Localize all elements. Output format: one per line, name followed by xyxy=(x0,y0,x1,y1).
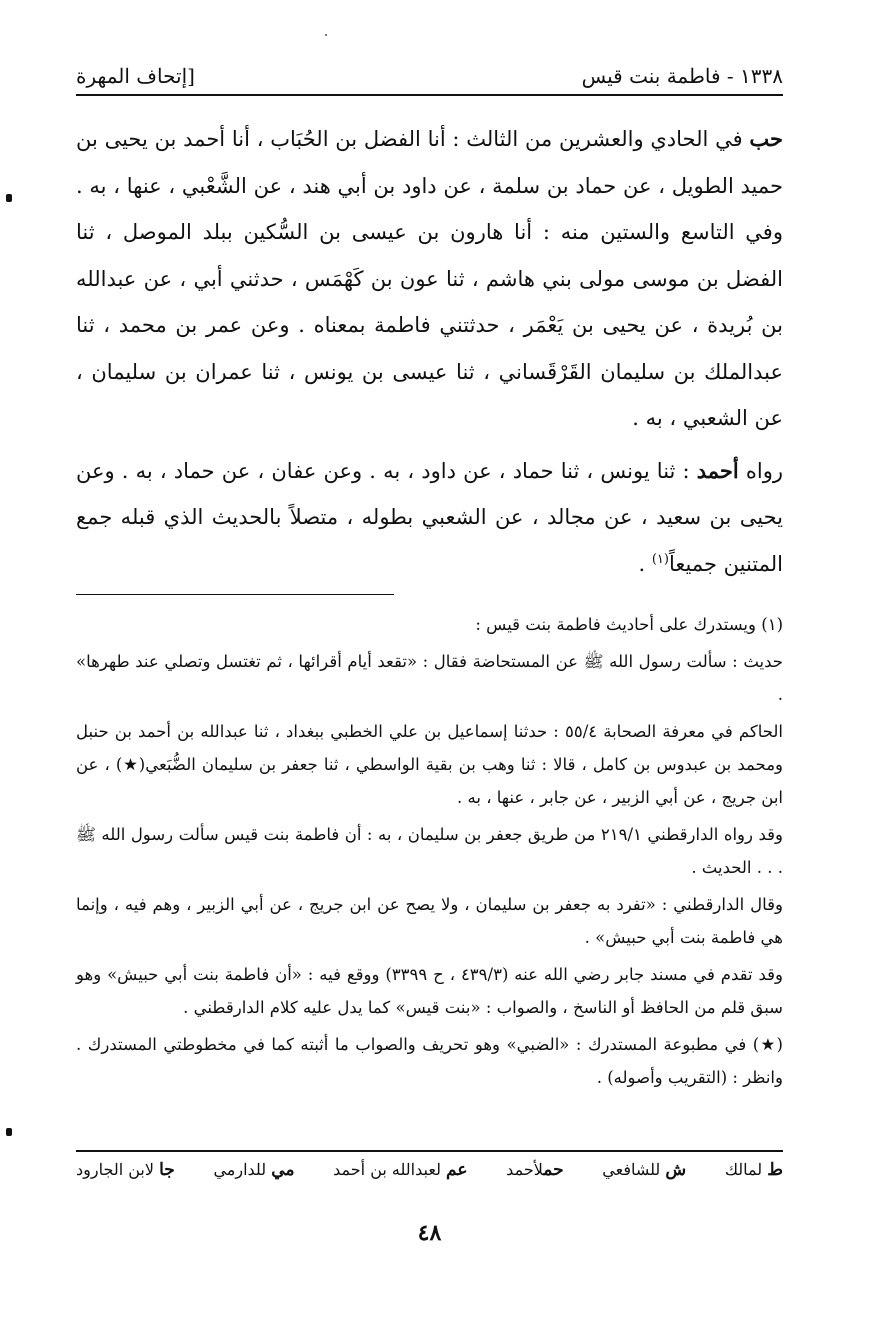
abbr-label: لمالك xyxy=(724,1160,763,1179)
footnote-separator xyxy=(76,594,394,595)
source-code-hb: حب xyxy=(749,126,783,151)
source-name-ahmad: أحمد xyxy=(696,457,739,483)
footnote-star: (★) في مطبوعة المستدرك : «الضبي» وهو تحريف والصواب ما أثبته كما في مخطوطتي المستدرك . وانظر : (التقريب وأصوله) . xyxy=(76,1035,783,1087)
footnote-daraqutni-2: وقال الدارقطني : «تفرد به جعفر بن سليمان ، ولا يصح عن ابن جريج ، عن أبي الزبير ، وهم فيه ، وإنما هي فاطمة بنت أبي حبيش» . xyxy=(76,895,783,947)
margin-mark-top xyxy=(6,194,12,202)
header-chapter-title: ١٣٣٨ - فاطمة بنت قيس xyxy=(581,64,783,88)
paragraph-1-text: في الحادي والعشرين من الثالث : أنا الفضل بن الحُبَاب ، أنا أحمد بن يحيى بن حميد الطويل ، عن حماد بن سلمة ، عن داود بن أبي هند ، عن الشَّعْبي ، عنها ، به . وفي التاسع والستين منه : أنا هارون بن عيسى بن السُّكين ببلد الموصل ، ثنا الفضل بن موسى مولى بني هاشم ، ثنا عون بن كَهْمَس ، حدثني أبي ، عن عبدالله بن بُريدة ، عن يحيى بن يَعْمَر ، حدثتني فاطمة بمعناه . وعن عمر بن محمد ، ثنا عبدالملك بن سليمان القَرْقَساني ، ثنا عيسى بن يونس ، ثنا عمران بن سليمان ، عن الشعبي ، به . xyxy=(76,127,783,430)
abbr-code: ط xyxy=(767,1160,783,1180)
abbr-code: حم xyxy=(543,1160,564,1180)
abbr-item xyxy=(725,1160,783,1180)
abbr-item xyxy=(602,1160,686,1180)
abbr-label: لابن الجارود xyxy=(76,1160,154,1179)
footnotes xyxy=(76,608,783,1094)
scan-speck xyxy=(325,34,327,36)
footnote-hadith: حديث : سألت رسول الله ﷺ عن المستحاضة فقال : «تقعد أيام أقرائها ، ثم تغتسل وتصلي عند طهرها» . xyxy=(76,652,783,704)
abbr-code: ش xyxy=(665,1160,687,1180)
book-page xyxy=(76,56,783,1286)
abbr-label: لعبدالله بن أحمد xyxy=(333,1160,441,1179)
margin-mark-bottom xyxy=(6,1128,12,1136)
main-paragraph-2 xyxy=(76,448,783,588)
paragraph-2-end: . xyxy=(638,551,652,576)
header-book-title: [إتحاف المهرة xyxy=(76,64,195,88)
abbreviations-rule xyxy=(76,1150,783,1152)
abbr-code: عم xyxy=(446,1160,468,1180)
footnote-ref-1[interactable]: (١) xyxy=(651,551,669,567)
footnote-daraqutni-1: وقد رواه الدارقطني ٢١٩/١ من طريق جعفر بن سليمان ، به : أن فاطمة بنت قيس سألت رسول الله ﷺ . . . الحديث . xyxy=(76,825,783,877)
footnote-1-intro: (١) ويستدرك على أحاديث فاطمة بنت قيس : xyxy=(475,615,783,634)
paragraph-2-text: : ثنا يونس ، ثنا حماد ، عن داود ، به . وعن عفان ، عن حماد ، به . وعن يحيى بن سعيد ، عن مجالد ، عن الشعبي بطوله ، متصلاً بالحديث الذي قبله جمع المتنين جميعاً xyxy=(76,458,783,576)
abbr-item xyxy=(333,1160,467,1180)
footnote-jabir: وقد تقدم في مسند جابر رضي الله عنه (٤٣٩/٣ ، ح ٣٣٩٩) ووقع فيه : «أن فاطمة بنت أبي حبيش» وهو سبق قلم من الحافظ أو الناسخ ، والصواب : «بنت قيس» كما يدل عليه كلام الدارقطني . xyxy=(76,965,783,1017)
abbr-code: جا xyxy=(159,1160,175,1180)
abbr-label: للدارمي xyxy=(213,1160,267,1179)
abbr-item xyxy=(213,1160,294,1180)
main-paragraph-1 xyxy=(76,116,783,442)
footnote-hakim: الحاكم في معرفة الصحابة ٥٥/٤ : حدثنا إسماعيل بن علي الخطبي ببغداد ، ثنا عبدالله بن أحمد بن حنبل ومحمد بن عبدوس بن كامل ، قالا : ثنا وهب بن بقية الواسطي ، ثنا جعفر بن سليمان الضُّبَعي(★) ، عن ابن جريج ، عن أبي الزبير ، عن جابر ، عنها ، به . xyxy=(76,722,783,807)
paragraph-2-lead: رواه xyxy=(738,458,783,483)
abbr-code: مي xyxy=(271,1160,295,1180)
running-header xyxy=(76,56,783,96)
abbr-item xyxy=(506,1160,563,1180)
page-number: ٤٨ xyxy=(417,1220,442,1246)
main-text xyxy=(76,116,783,587)
abbreviations-key xyxy=(76,1160,783,1180)
abbr-label: لأحمد xyxy=(506,1160,544,1179)
abbr-item xyxy=(76,1160,175,1180)
abbr-label: للشافعي xyxy=(602,1160,661,1179)
